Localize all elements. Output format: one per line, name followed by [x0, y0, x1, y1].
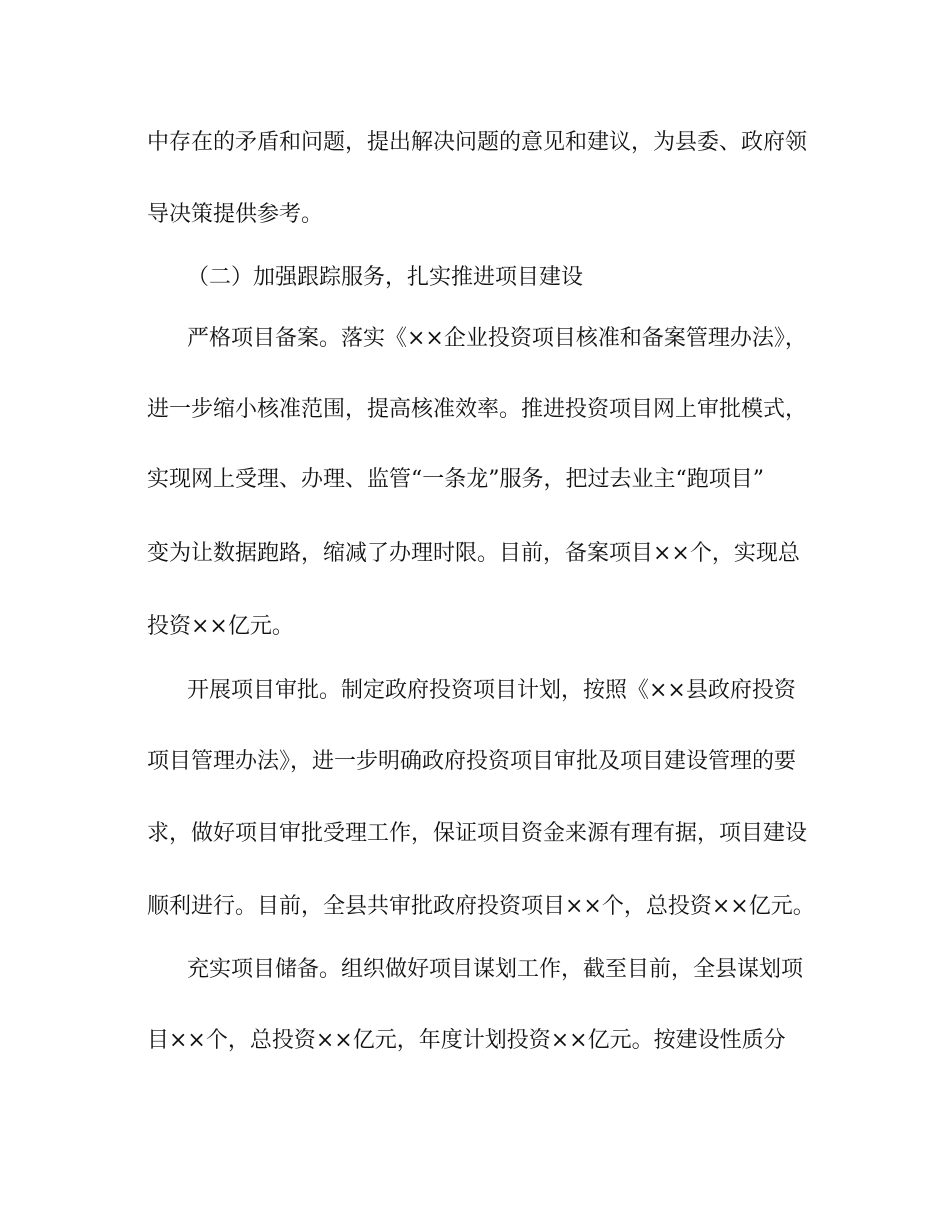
paragraph-line: 投资××亿元。	[147, 614, 294, 639]
paragraph-line: 开展项目审批。制定政府投资项目计划，按照《××县政府投资	[187, 678, 796, 703]
paragraph-line: 项目管理办法》，进一步明确政府投资项目审批及项目建设管理的要	[147, 749, 797, 774]
paragraph-line: 进一步缩小核准范围，提高核准效率。推进投资项目网上审批模式，	[147, 397, 808, 422]
paragraph-line: 顺利进行。目前，全县共审批政府投资项目××个，总投资××亿元。	[147, 894, 815, 919]
paragraph-line: 变为让数据跑路，缩减了办理时限。目前，备案项目××个，实现总	[147, 541, 800, 566]
paragraph-line: 求，做好项目审批受理工作，保证项目资金来源有理有据，项目建设	[147, 821, 808, 846]
section-heading: （二）加强跟踪服务，扎实推进项目建设	[187, 265, 584, 290]
paragraph-line: 充实项目储备。组织做好项目谋划工作，截至目前，全县谋划项	[187, 957, 804, 982]
paragraph-line: 实现网上受理、办理、监管“一条龙”服务，把过去业主“跑项目”	[147, 467, 764, 492]
paragraph-line: 严格项目备案。落实《××企业投资项目核准和备案管理办法》，	[187, 326, 807, 351]
paragraph-line: 中存在的矛盾和问题，提出解决问题的意见和建议，为县委、政府领	[147, 130, 808, 155]
paragraph-line: 导决策提供参考。	[147, 202, 324, 227]
paragraph-line: 目××个，总投资××亿元，年度计划投资××亿元。按建设性质分	[147, 1028, 786, 1053]
